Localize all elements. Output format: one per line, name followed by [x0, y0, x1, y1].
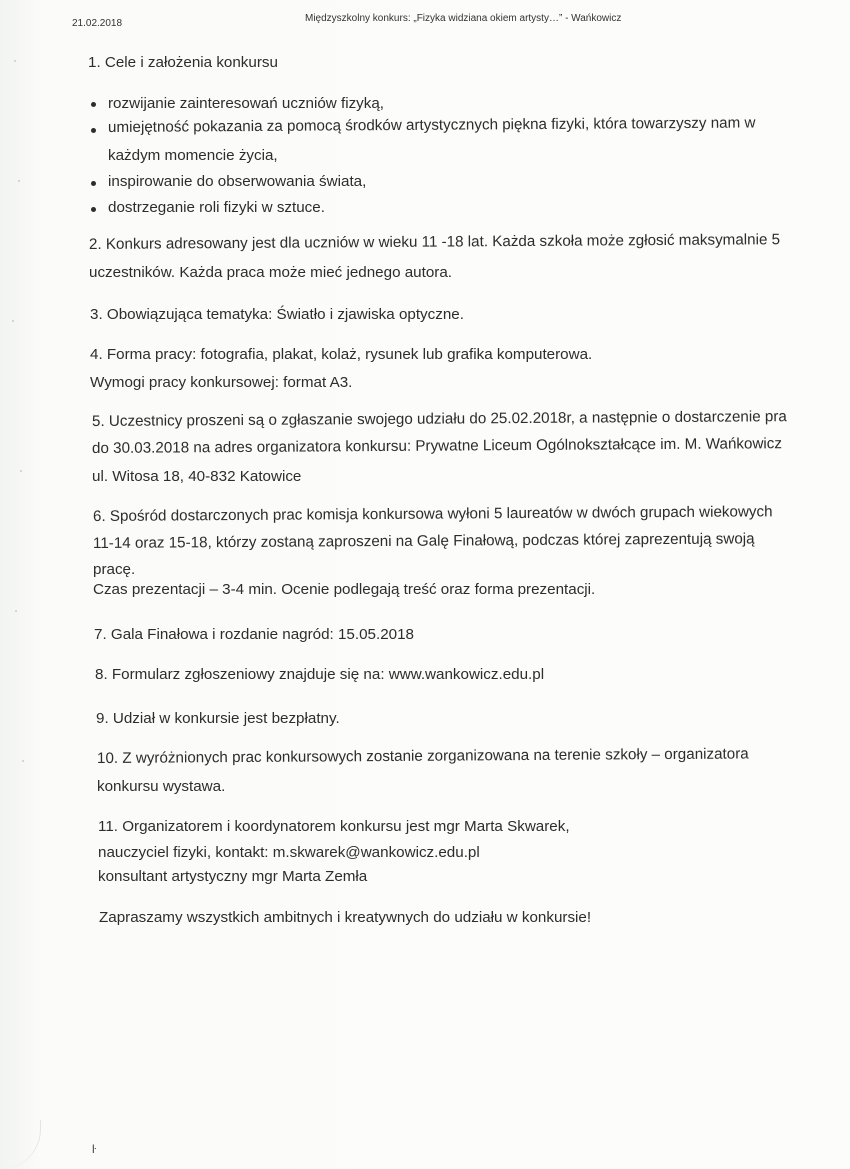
bullet-icon [91, 128, 96, 133]
list-item: rozwijanie zainteresowań uczniów fizyką, [108, 95, 385, 112]
section-10-line-2: konkursu wystawa. [97, 778, 226, 795]
bullet-icon [91, 207, 96, 212]
section-2-line-2: uczestników. Każda praca może mieć jednego autora. [89, 264, 453, 281]
scan-speck [15, 610, 17, 612]
section-3-line-1: 3. Obowiązująca tematyka: Światło i zjawiska optyczne. [90, 306, 464, 323]
closing-invitation: Zapraszamy wszystkich ambitnych i kreatywnych do udziału w konkursie! [99, 909, 592, 926]
section-4-line-1: 4. Forma pracy: fotografia, plakat, kolaż, rysunek lub grafika komputerowa. [90, 346, 593, 363]
section-9-line-1: 9. Udział w konkursie jest bezpłatny. [96, 710, 340, 727]
section-8-line-1: 8. Formularz zgłoszeniowy znajduje się na: www.wankowicz.edu.pl [95, 666, 545, 683]
list-item: inspirowanie do obserwowania świata, [108, 173, 367, 190]
section-6-line-1: 6. Spośród dostarczonych prac komisja konkursowa wyłoni 5 laureatów w dwóch grupach wiekowych [92, 503, 773, 525]
section-11-line-3: konsultant artystyczny mgr Marta Zemła [98, 868, 368, 885]
page-curl [0, 1120, 41, 1169]
section-11-line-2: nauczyciel fizyki, kontakt: m.skwarek@wankowicz.edu.pl [98, 844, 480, 861]
section-11-line-1: 11. Organizatorem i koordynatorem konkursu jest mgr Marta Skwarek, [98, 818, 570, 835]
list-item: dostrzeganie roli fizyki w sztuce. [108, 199, 325, 216]
header-title: Międzyszkolny konkurs: „Fizyka widziana okiem artysty…” - Wańkowicz [305, 13, 622, 24]
footer-mark: ŀ [92, 1142, 97, 1156]
section-10-line-1: 10. Z wyróżnionych prac konkursowych zostanie zorganizowana na terenie szkoły – organizatora [96, 745, 749, 767]
section-6-line-3: pracę. [93, 561, 136, 578]
bullet-icon [91, 181, 96, 186]
scan-speck [20, 470, 22, 472]
section-6-line-2: 11-14 oraz 15-18, którzy zostaną zaproszeni na Galę Finałową, podczas której zaprezentują swoją [92, 530, 755, 552]
list-item: każdym momencie życia, [108, 147, 278, 164]
bullet-icon [91, 102, 96, 107]
section-5-line-1: 5. Uczestnicy proszeni są o zgłaszanie swojego udziału do 25.02.2018r, a następnie o dostarczenie pra [91, 408, 787, 430]
scan-speck [22, 760, 24, 762]
section-5-line-2: do 30.03.2018 na adres organizatora konkursu: Prywatne Liceum Ogólnokształcące im. M. Wańkowicz [91, 435, 783, 457]
section-4-line-2: Wymogi pracy konkursowej: format A3. [90, 374, 353, 391]
section-5-line-3: ul. Witosa 18, 40-832 Katowice [92, 468, 302, 485]
section-2-line-1: 2. Konkurs adresowany jest dla uczniów w wieku 11 -18 lat. Każda szkoła może zgłosić maksymalnie 5 [88, 231, 781, 253]
scan-speck [18, 180, 20, 182]
section-6-line-4: Czas prezentacji – 3-4 min. Ocenie podlegają treść oraz forma prezentacji. [93, 581, 596, 598]
section-1-heading: 1. Cele i założenia konkursu [88, 54, 278, 71]
section-7-line-1: 7. Gala Finałowa i rozdanie nagród: 15.05.2018 [94, 626, 414, 643]
scan-speck [12, 320, 14, 322]
list-item: umiejętność pokazania za pomocą środków artystycznych piękna fizyki, która towarzyszy nam w [107, 114, 756, 136]
scan-speck [14, 60, 16, 62]
header-date: 21.02.2018 [72, 18, 123, 29]
